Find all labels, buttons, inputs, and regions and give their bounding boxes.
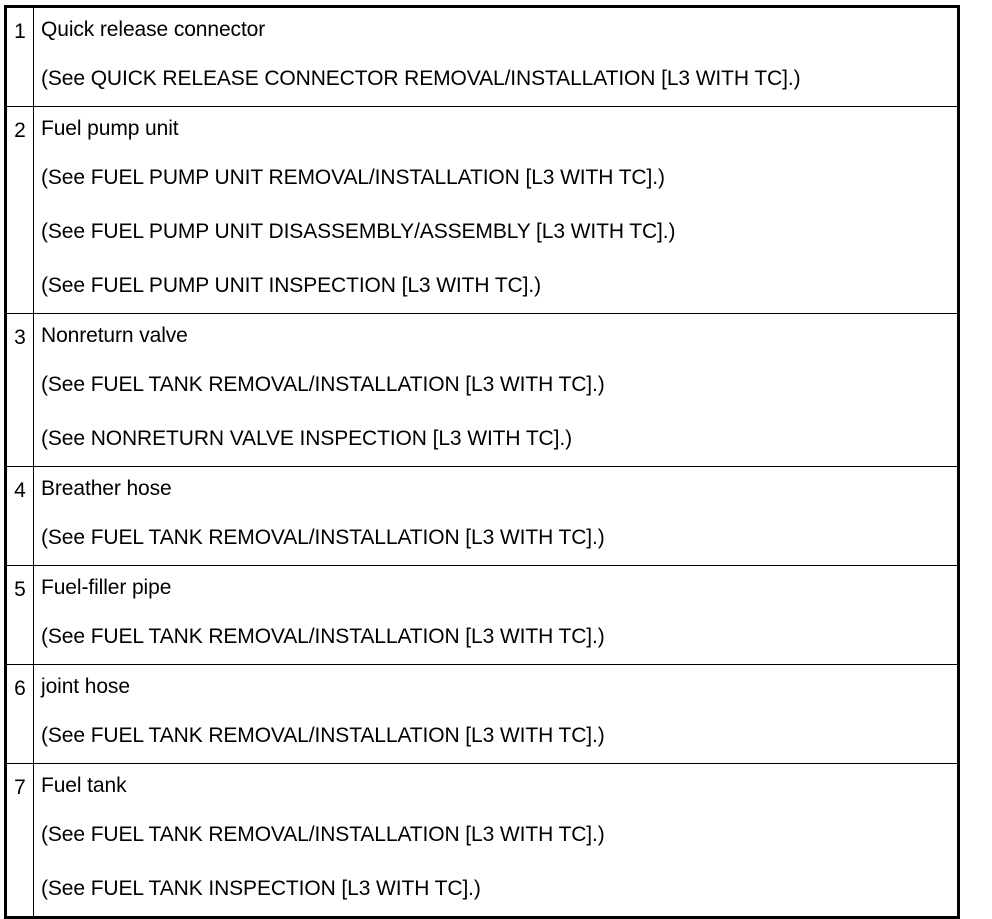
part-number: 4 xyxy=(6,467,34,566)
parts-table xyxy=(4,5,960,919)
part-number: 6 xyxy=(6,665,34,764)
part-name: joint hose xyxy=(41,675,130,698)
part-reference: (See FUEL TANK REMOVAL/INSTALLATION [L3 WITH TC].) xyxy=(41,625,605,648)
part-cell xyxy=(34,314,959,467)
part-cell xyxy=(34,107,959,314)
part-number: 3 xyxy=(6,314,34,467)
part-number: 1 xyxy=(6,7,34,107)
part-reference: (See FUEL TANK REMOVAL/INSTALLATION [L3 WITH TC].) xyxy=(41,724,605,747)
part-reference: (See QUICK RELEASE CONNECTOR REMOVAL/INSTALLATION [L3 WITH TC].) xyxy=(41,67,801,90)
table-row xyxy=(6,665,959,764)
part-cell xyxy=(34,665,959,764)
part-number: 2 xyxy=(6,107,34,314)
part-cell xyxy=(34,566,959,665)
part-reference: (See FUEL PUMP UNIT REMOVAL/INSTALLATION [L3 WITH TC].) xyxy=(41,166,665,189)
part-cell xyxy=(34,7,959,107)
table-row xyxy=(6,764,959,918)
part-reference: (See FUEL PUMP UNIT INSPECTION [L3 WITH TC].) xyxy=(41,274,541,297)
part-name: Quick release connector xyxy=(41,18,266,41)
part-name: Fuel-filler pipe xyxy=(41,576,172,599)
part-reference: (See FUEL TANK REMOVAL/INSTALLATION [L3 WITH TC].) xyxy=(41,823,605,846)
part-number: 5 xyxy=(6,566,34,665)
table-row xyxy=(6,7,959,107)
part-name: Nonreturn valve xyxy=(41,324,188,347)
part-cell xyxy=(34,467,959,566)
part-reference: (See NONRETURN VALVE INSPECTION [L3 WITH TC].) xyxy=(41,427,572,450)
part-cell xyxy=(34,764,959,918)
part-reference: (See FUEL TANK INSPECTION [L3 WITH TC].) xyxy=(41,877,481,900)
part-reference: (See FUEL TANK REMOVAL/INSTALLATION [L3 WITH TC].) xyxy=(41,373,605,396)
part-name: Fuel pump unit xyxy=(41,117,179,140)
part-number: 7 xyxy=(6,764,34,918)
part-reference: (See FUEL TANK REMOVAL/INSTALLATION [L3 WITH TC].) xyxy=(41,526,605,549)
table-row xyxy=(6,566,959,665)
table-row xyxy=(6,314,959,467)
part-name: Breather hose xyxy=(41,477,172,500)
table-row xyxy=(6,107,959,314)
table-row xyxy=(6,467,959,566)
part-reference: (See FUEL PUMP UNIT DISASSEMBLY/ASSEMBLY [L3 WITH TC].) xyxy=(41,220,676,243)
part-name: Fuel tank xyxy=(41,774,127,797)
